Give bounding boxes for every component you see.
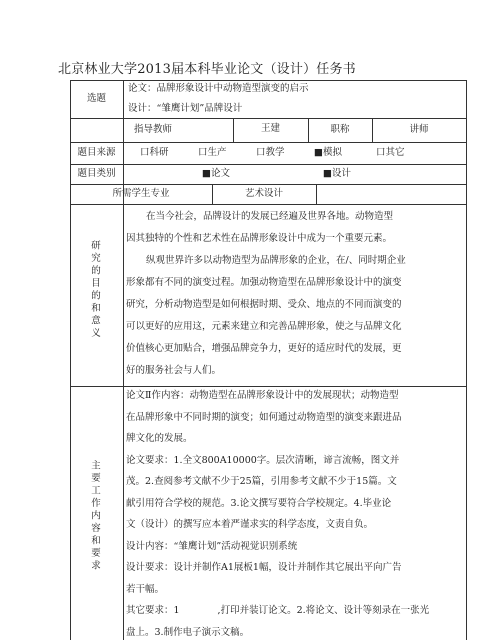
- advisor-title-label: 职称: [308, 124, 372, 136]
- type-option-design: ■设计: [323, 168, 351, 180]
- type-option-thesis: ■论文: [202, 168, 230, 180]
- purpose-line: 因其独特的个性和艺术性在品牌形象设计中成为一个重要元素。: [126, 228, 464, 250]
- table-line: [70, 142, 467, 143]
- type-label: 题目类别: [70, 168, 123, 180]
- table-line: [316, 184, 317, 204]
- source-label: 题目来源: [70, 147, 123, 159]
- purpose-label: 研究的目的和意义: [88, 240, 100, 360]
- table-line: [70, 118, 467, 119]
- content-line: 论文Ⅱ作内容：动物造型在品牌形象设计中的发展现状；动物造型: [126, 385, 464, 407]
- advisor-title-value: 讲师: [372, 124, 466, 136]
- advisor-label: 指导教师: [100, 124, 206, 136]
- content-line: 论文要求：1.全文800A10000字。层次清晰，谛言流畅，图文并: [126, 450, 464, 472]
- purpose-line: 价值核心更加贴合，增强品牌竞争力，更好的适应时代的发展，更: [126, 338, 464, 360]
- major-value: 艺术设计: [212, 188, 316, 200]
- content-label: 主要工作内容和要求: [88, 460, 100, 580]
- content-text: [126, 385, 464, 643]
- major-label: 所需学生专业: [70, 188, 212, 200]
- content-line: 其它要求：1 ,打印并装订论文。2.将论文、设计等刻录在一张光: [126, 600, 464, 622]
- table-line: [123, 204, 124, 640]
- task-table: [70, 80, 467, 640]
- content-line: 若干幅。: [126, 579, 464, 601]
- topic-design: 设计：“雏鹰计划”品牌设计: [128, 103, 463, 115]
- content-line: 盘上。3.制作电子演示文稿。: [126, 622, 464, 643]
- content-line: 文（设计）的撰写应本着严谨求实的科学态度，文责自负。: [126, 514, 464, 536]
- purpose-line: 研究，分析动物造型是如何根据时期、受众、地点的不同而演变的: [126, 294, 464, 316]
- source-option-production: 口生产: [198, 147, 227, 159]
- content-line: 设计内容：“雏鹰计划”活动视觉识别系统: [126, 536, 464, 558]
- table-line: [466, 80, 467, 640]
- source-option-simulation: ■模拟: [314, 147, 342, 159]
- content-line: 牌文化的发展。: [126, 428, 464, 450]
- table-line: [70, 164, 467, 165]
- source-option-other: 口其它: [376, 147, 405, 159]
- document-title: 北京林业大学2013届本科毕业论文（设计）任务书: [58, 58, 356, 77]
- purpose-text: [126, 206, 464, 382]
- table-line: [70, 184, 467, 185]
- source-option-teaching: 口教学: [256, 147, 285, 159]
- purpose-line: 好的服务社会与人们。: [126, 360, 464, 382]
- source-option-research: 口科研: [140, 147, 169, 159]
- purpose-line: 在当今社会，品牌设计的发展已经遍及世界各地。动物造型: [126, 206, 464, 228]
- table-line: [123, 80, 124, 204]
- topic-label: 选题: [70, 93, 123, 105]
- content-line: 献引用符合学校的规范。3.论文撰写要符合学校规定。4.毕业论: [126, 493, 464, 515]
- purpose-line: 可以更好的应用这，元素来建立和完善品牌形象，使之与品牌文化: [126, 316, 464, 338]
- table-line: [70, 80, 467, 81]
- content-line: 茂。2.查阅参考文献不少于25篇，引用参考文献不少于15篇。文: [126, 471, 464, 493]
- advisor-name: 王建: [233, 123, 308, 135]
- topic-thesis: 论文：品牌形象设计中动物造型演变的启示: [128, 83, 463, 95]
- table-line: [70, 204, 467, 205]
- purpose-line: 形象都有不同的演变过程。加强动物造型在品牌形象设计中的演变: [126, 272, 464, 294]
- content-line: 在品牌形象中不同时期的演变；如何通过动物造型的演变来跟进品: [126, 407, 464, 429]
- purpose-line: 纵观世界许多以动物造型为品牌形象的企业，在/、同时期企业: [126, 250, 464, 272]
- content-line: 设计要求：设计并制作A1展板1幅，设计并制作其它展出平向广告: [126, 557, 464, 579]
- table-line: [70, 80, 71, 640]
